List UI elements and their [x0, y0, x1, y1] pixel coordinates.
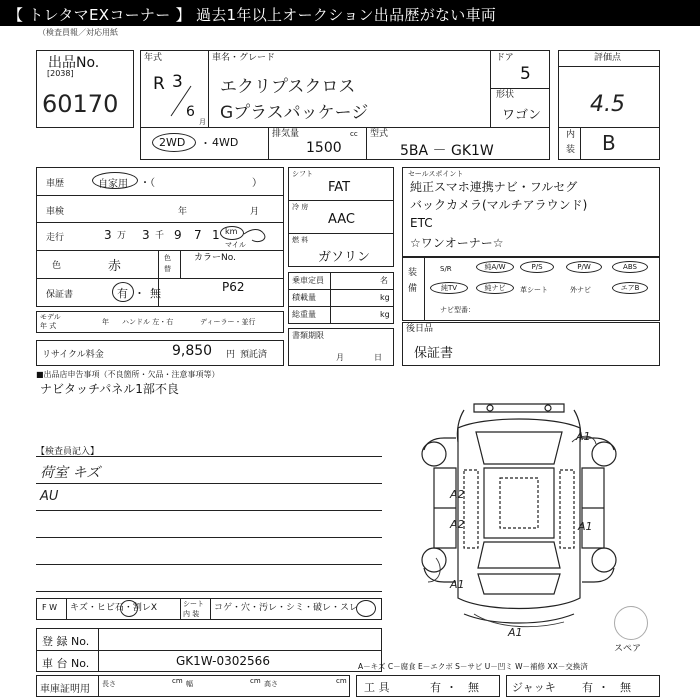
displacement-value: 1500 [306, 140, 342, 156]
fuel-label: 燃 料 [292, 236, 309, 244]
sales-point-line-3: ETC [410, 216, 433, 230]
capacity-label: 乗車定員 [292, 276, 324, 285]
interior-label-top: 内 [566, 130, 576, 140]
diagram-mark-4: A1 [578, 520, 593, 533]
model-code-label: 型式 [370, 129, 389, 139]
seat-circle [356, 600, 376, 617]
history-dot: ・（ [140, 178, 155, 189]
aircon-label: 冷 房 [292, 203, 309, 211]
car-diagram [404, 398, 634, 630]
history-label: 車歴 [46, 179, 65, 189]
cert-unit-3: cm [336, 677, 347, 685]
equip-aw: 純A/W [476, 261, 514, 273]
diagram-mark-1: A1 [576, 430, 591, 443]
interior-value: B [602, 131, 616, 155]
doors-label: ドア [496, 53, 514, 63]
mileage-mark [242, 226, 282, 248]
model-year-dealer: ディーラー・並行 [200, 318, 256, 326]
equip-abs: ABS [612, 261, 648, 273]
inspector-line-1: 荷室 キズ [40, 465, 101, 481]
mileage-d2: 3 [142, 228, 150, 242]
color-change-label-bottom: 替 [164, 265, 171, 273]
body-type-value: ワゴン [502, 108, 542, 123]
mileage-unit: km [225, 227, 238, 236]
tools-opt2: 無 [468, 681, 479, 694]
notice-text: ナビタッチパネル1部不良 [40, 382, 179, 396]
shift-label: シフト [292, 170, 313, 178]
equipment-label-top: 装 [408, 268, 418, 278]
recycle-unit: 円 [226, 350, 236, 360]
drive-4wd: 4WD [212, 136, 239, 149]
year-slash [165, 84, 205, 120]
color-no-value: P62 [222, 280, 245, 294]
equip-ps: P/S [520, 261, 554, 273]
jack-label: ジャッキ [512, 681, 556, 694]
seat-text: コゲ・穴・汚レ・シミ・破レ・スレ [214, 603, 359, 613]
equipment-label-bottom: 備 [408, 284, 418, 294]
drive-2wd: 2WD [159, 136, 186, 149]
mileage-d1: 3 [104, 228, 112, 242]
color-label: 色 [52, 261, 62, 271]
doc-expiry-month: 月 [336, 353, 344, 362]
cut-header-text: （検査員報／対応用紙 [38, 28, 118, 37]
equip-pw: P/W [566, 261, 602, 273]
sales-point-line-2: バックカメラ(マルチアラウンド) [410, 198, 588, 212]
score-label: 評価点 [594, 53, 622, 63]
displacement-label: 排気量 [272, 129, 300, 139]
doc-expiry-day: 日 [374, 353, 382, 362]
color-value: 赤 [108, 259, 122, 274]
cert-label: 車庫証明用 [40, 684, 90, 695]
drive-dot: ・ [200, 137, 211, 150]
model-year-label-bottom: 年 式 [40, 322, 57, 330]
diagram-mark-5: A1 [450, 578, 465, 591]
score-value: 4.5 [590, 92, 625, 117]
warranty-opt2: 無 [150, 287, 161, 300]
model-year-unit: 年 [102, 318, 109, 326]
interior-label-bottom: 装 [566, 145, 576, 155]
capacity-unit: 名 [380, 276, 388, 285]
spare-circle [614, 606, 648, 640]
model-year-handle: ハンドル 左・右 [122, 318, 174, 326]
aircon-value: AAC [328, 212, 355, 227]
history-value: 自家用 [98, 179, 128, 190]
chassis-value: GK1W-0302566 [176, 654, 270, 668]
equip-navi-type: ナビ型番： [440, 306, 475, 314]
cert-length: 長さ [102, 680, 116, 688]
diagram-mark-3: A2 [450, 518, 465, 531]
jack-dot: ・ [598, 681, 609, 694]
shift-value: FAT [328, 180, 351, 195]
cert-width: 幅 [186, 680, 193, 688]
year-month-unit: 月 [199, 118, 206, 126]
load-unit: kg [380, 293, 390, 302]
post-docs-label: 後日品 [406, 324, 434, 334]
fw-text: キズ・ヒビ石・割レX [70, 603, 157, 613]
mileage-d5: 1 [212, 228, 220, 242]
year-label: 年式 [144, 53, 163, 63]
model-year-label-top: モデル [40, 313, 61, 321]
doc-expiry-label: 書類期限 [292, 331, 324, 340]
inspector-label: 【検査員記入】 [36, 447, 100, 457]
notice-label: ■出品店申告事項（不良箇所・欠品・注意事項等） [36, 370, 220, 379]
post-docs-value: 保証書 [414, 346, 454, 361]
year-value: 3 [172, 72, 183, 92]
tools-dot: ・ [446, 681, 457, 694]
mileage-unit2: マイル [225, 241, 246, 249]
inspection-year-unit: 年 [178, 207, 188, 217]
model-code-value: 5BA － GK1W [400, 143, 494, 159]
doors-value: 5 [520, 64, 531, 84]
jack-opt1: 有 [582, 681, 593, 694]
mileage-u2: 千 [155, 231, 165, 241]
cert-height: 高さ [264, 680, 278, 688]
weight-unit: kg [380, 310, 390, 319]
equip-airbag: エアB [612, 282, 648, 294]
seat-label-bottom: 内 装 [183, 610, 200, 618]
history-close: ） [252, 178, 262, 189]
name-label: 車名・グレード [212, 53, 276, 63]
mileage-label: 走行 [46, 233, 65, 243]
equip-navi: 純ナビ [476, 282, 514, 294]
mileage-d3: 9 [174, 228, 182, 242]
sales-point-label: セールスポイント [408, 170, 464, 178]
equip-sr: S/R [440, 265, 452, 273]
inspector-line-2: AU [40, 489, 59, 504]
cert-unit-2: cm [250, 677, 261, 685]
model-grade: Gプラスパッケージ [220, 103, 369, 123]
color-no-label: カラーNo. [194, 253, 236, 263]
load-label: 積載量 [292, 293, 316, 302]
inspection-month-unit: 月 [250, 207, 260, 217]
diagram-mark-2: A2 [450, 488, 465, 501]
tools-opt1: 有 [430, 681, 441, 694]
damage-legend: A－キズ C－腐食 E－エクボ S－サビ U－凹ミ W－補修 XX－交換済 [358, 662, 588, 671]
jack-opt2: 無 [620, 681, 631, 694]
recycle-value: 9,850 [172, 343, 213, 359]
color-change-label-top: 色 [164, 254, 171, 262]
equip-leather: 革シート [520, 286, 548, 294]
lot-number: 60170 [42, 90, 119, 118]
year-month: 6 [186, 104, 195, 120]
warranty-dot: ・ [134, 287, 145, 300]
spare-label: スペア [614, 644, 642, 654]
banner-title: 【 トレタマEXコーナー 】 過去1年以上オークション出品歴がない車両 [8, 6, 497, 24]
mileage-u1: 万 [117, 231, 127, 241]
warranty-opt1: 有 [117, 287, 128, 300]
reg-label: 登 録 No. [42, 635, 90, 648]
displacement-unit: cc [350, 130, 358, 138]
sales-point-line-1: 純正スマホ連携ナビ・フルセグ [410, 180, 578, 194]
tools-label: 工 具 [364, 681, 390, 694]
warranty-label: 保証書 [46, 290, 74, 300]
inspection-label: 車検 [46, 207, 65, 217]
fw-circle [120, 600, 138, 617]
diagram-mark-6: A1 [508, 626, 523, 639]
lot-code: [2038] [47, 69, 74, 78]
fuel-value: ガソリン [318, 250, 371, 265]
fw-label: F W [42, 603, 58, 612]
equip-tv: 純TV [430, 282, 468, 294]
sales-point-line-4: ☆ワンオーナー☆ [410, 236, 504, 250]
seat-label-top: シート [183, 600, 204, 608]
body-type-label: 形状 [496, 90, 515, 100]
recycle-label: リサイクル料金 [42, 350, 104, 360]
mileage-d4: 7 [194, 228, 202, 242]
cert-unit-1: cm [172, 677, 183, 685]
model-name: エクリプスクロス [220, 77, 356, 97]
year-era: R [153, 74, 165, 94]
lot-label: 出品No. [48, 55, 100, 71]
equip-ext-navi: 外ナビ [570, 286, 591, 294]
recycle-note: 預託済 [240, 350, 268, 360]
chassis-label: 車 台 No. [42, 657, 90, 670]
weight-label: 総重量 [292, 310, 316, 319]
